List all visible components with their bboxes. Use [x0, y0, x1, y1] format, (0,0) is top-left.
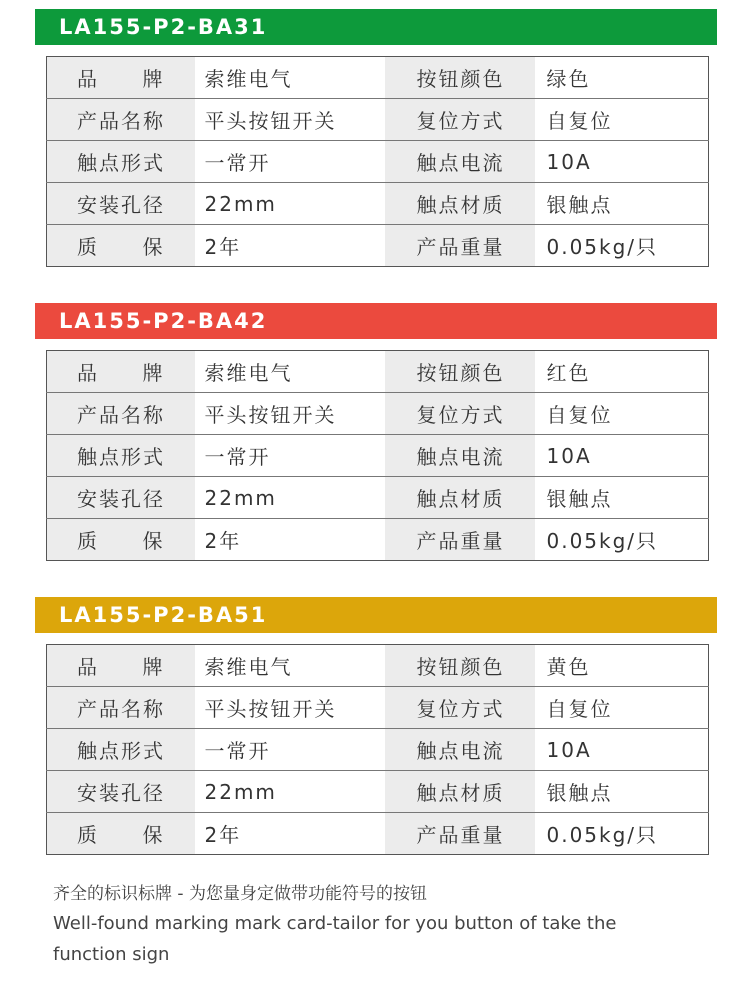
section-title-bar: LA155-P2-BA42 [35, 303, 717, 339]
spec-label: 复位方式 [385, 99, 535, 141]
spec-label: 触点电流 [385, 141, 535, 183]
spec-value: 一常开 [195, 729, 385, 771]
table-row [47, 141, 709, 183]
footer-english-line-1: Well-found marking mark card-tailor for you button of take the [53, 913, 617, 934]
spec-label: 品 牌 [47, 351, 195, 393]
spec-value: 0.05kg/只 [535, 813, 709, 855]
spec-value: 平头按钮开关 [195, 99, 385, 141]
spec-table [46, 350, 709, 561]
spec-value: 22mm [195, 771, 385, 813]
table-row [47, 393, 709, 435]
spec-value: 黄色 [535, 645, 709, 687]
spec-value: 平头按钮开关 [195, 393, 385, 435]
spec-label: 产品重量 [385, 519, 535, 561]
spec-label: 触点材质 [385, 183, 535, 225]
spec-label: 产品名称 [47, 687, 195, 729]
footer-caption [53, 880, 713, 970]
spec-label: 触点电流 [385, 729, 535, 771]
spec-value: 自复位 [535, 99, 709, 141]
spec-label: 质 保 [47, 813, 195, 855]
spec-label: 质 保 [47, 519, 195, 561]
spec-value: 索维电气 [195, 645, 385, 687]
footer-english-line-2: function sign [53, 944, 170, 965]
spec-value: 绿色 [535, 57, 709, 99]
spec-value: 2年 [195, 519, 385, 561]
section-title-bar: LA155-P2-BA31 [35, 9, 717, 45]
spec-section-ba31 [0, 9, 750, 271]
spec-label: 按钮颜色 [385, 645, 535, 687]
spec-value: 自复位 [535, 393, 709, 435]
spec-section-ba42 [0, 303, 750, 565]
spec-label: 质 保 [47, 225, 195, 267]
spec-label: 复位方式 [385, 687, 535, 729]
spec-label: 产品名称 [47, 393, 195, 435]
spec-label: 品 牌 [47, 645, 195, 687]
table-row [47, 57, 709, 99]
spec-label: 复位方式 [385, 393, 535, 435]
spec-value: 22mm [195, 477, 385, 519]
table-row [47, 435, 709, 477]
table-row [47, 687, 709, 729]
spec-label: 安装孔径 [47, 477, 195, 519]
spec-value: 平头按钮开关 [195, 687, 385, 729]
spec-value: 一常开 [195, 435, 385, 477]
spec-label: 按钮颜色 [385, 57, 535, 99]
spec-value: 一常开 [195, 141, 385, 183]
table-row [47, 183, 709, 225]
spec-value: 10A [535, 141, 709, 183]
spec-label: 触点电流 [385, 435, 535, 477]
spec-label: 触点形式 [47, 141, 195, 183]
spec-label: 安装孔径 [47, 771, 195, 813]
spec-value: 红色 [535, 351, 709, 393]
spec-table [46, 644, 709, 855]
spec-value: 2年 [195, 225, 385, 267]
spec-value: 自复位 [535, 687, 709, 729]
spec-label: 安装孔径 [47, 183, 195, 225]
spec-value: 银触点 [535, 477, 709, 519]
spec-value: 0.05kg/只 [535, 225, 709, 267]
table-row [47, 771, 709, 813]
spec-label: 按钮颜色 [385, 351, 535, 393]
spec-value: 0.05kg/只 [535, 519, 709, 561]
spec-section-ba51 [0, 597, 750, 859]
spec-value: 索维电气 [195, 57, 385, 99]
spec-label: 产品重量 [385, 225, 535, 267]
spec-label: 触点材质 [385, 477, 535, 519]
table-row [47, 729, 709, 771]
spec-value: 10A [535, 729, 709, 771]
table-row [47, 645, 709, 687]
spec-label: 触点材质 [385, 771, 535, 813]
spec-value: 银触点 [535, 183, 709, 225]
spec-label: 触点形式 [47, 435, 195, 477]
spec-value: 10A [535, 435, 709, 477]
spec-table [46, 56, 709, 267]
table-row [47, 813, 709, 855]
table-row [47, 477, 709, 519]
footer-chinese-text: 齐全的标识标牌 - 为您量身定做带功能符号的按钮 [53, 884, 427, 904]
section-title-bar: LA155-P2-BA51 [35, 597, 717, 633]
spec-label: 品 牌 [47, 57, 195, 99]
table-row [47, 225, 709, 267]
spec-value: 22mm [195, 183, 385, 225]
spec-label: 产品重量 [385, 813, 535, 855]
spec-label: 产品名称 [47, 99, 195, 141]
table-row [47, 519, 709, 561]
spec-value: 银触点 [535, 771, 709, 813]
spec-label: 触点形式 [47, 729, 195, 771]
spec-value: 2年 [195, 813, 385, 855]
table-row [47, 99, 709, 141]
spec-value: 索维电气 [195, 351, 385, 393]
table-row [47, 351, 709, 393]
